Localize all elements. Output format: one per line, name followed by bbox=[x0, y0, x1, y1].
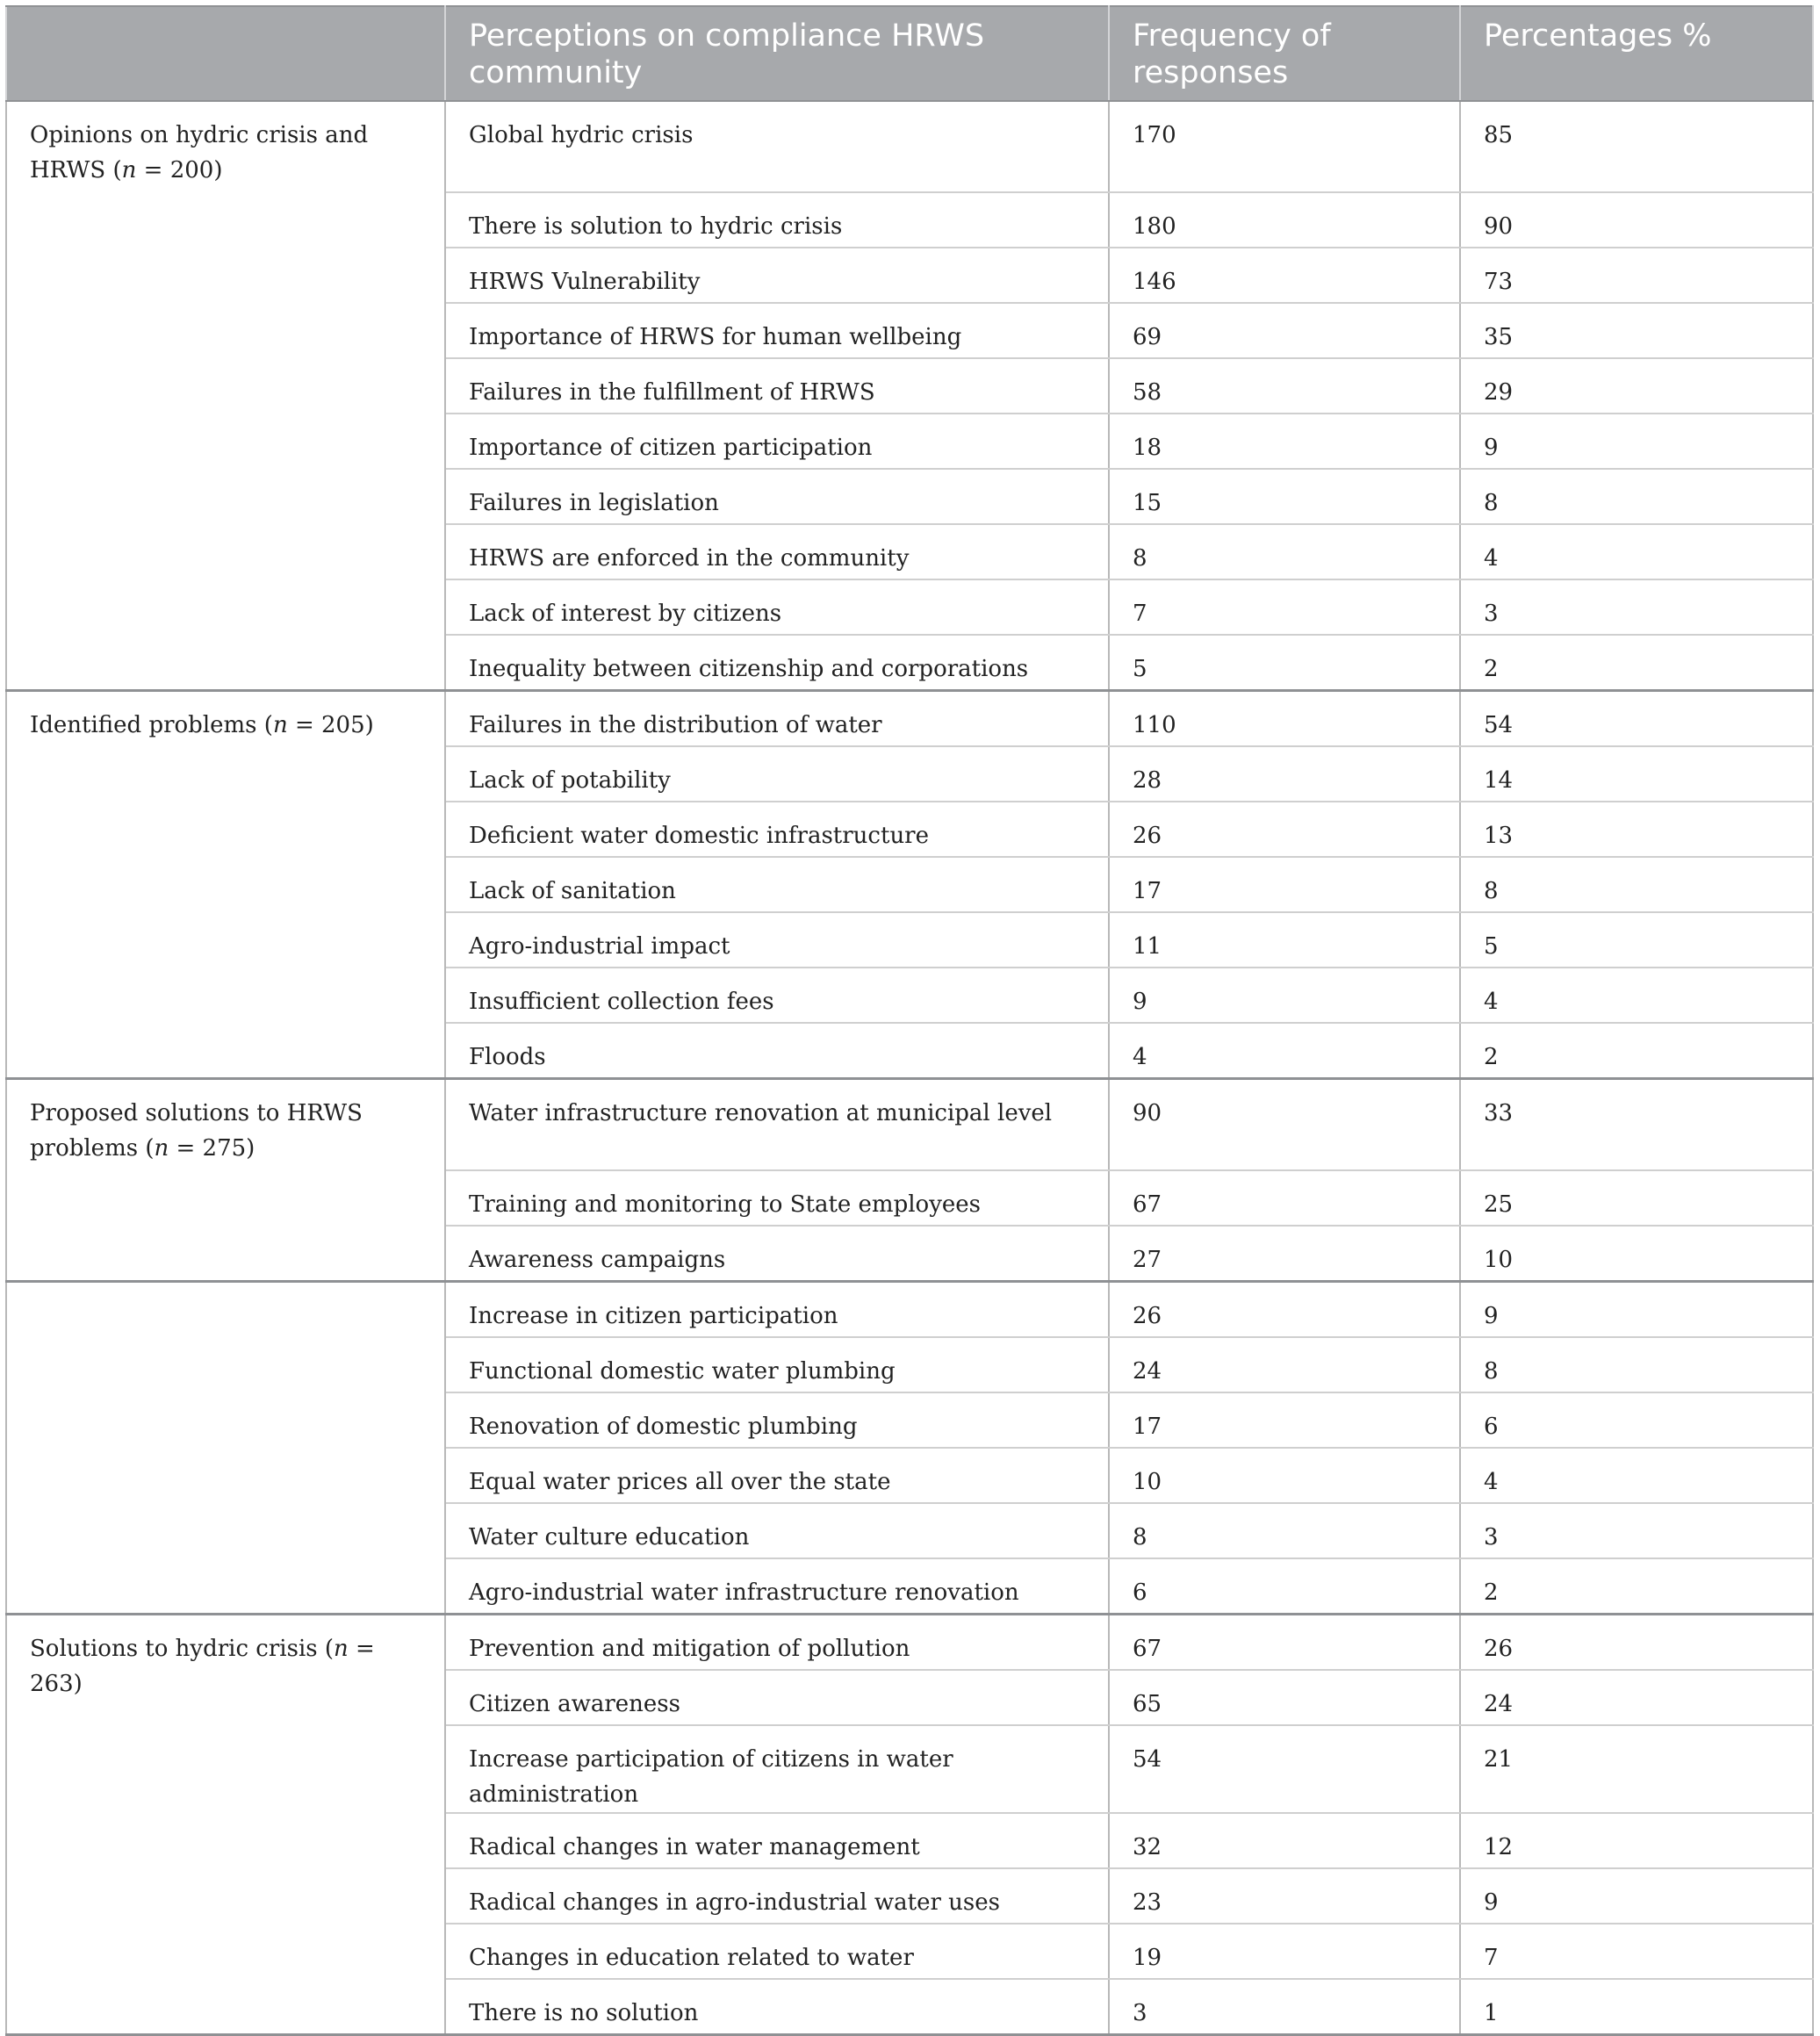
table-row bbox=[6, 1079, 1813, 1171]
header-perceptions: Perceptions on compliance HRWS community bbox=[445, 6, 1109, 101]
header-category bbox=[6, 6, 445, 101]
group-label bbox=[6, 1615, 445, 2035]
frequency-value: 67 bbox=[1109, 1615, 1460, 1671]
frequency-value: 26 bbox=[1109, 1282, 1460, 1338]
perception-item: Renovation of domestic plumbing bbox=[445, 1392, 1109, 1448]
percentage-value: 85 bbox=[1460, 101, 1813, 192]
percentage-value: 25 bbox=[1460, 1170, 1813, 1226]
frequency-value: 3 bbox=[1109, 1979, 1460, 2035]
group-label-text: Proposed solutions to HRWS problems ( bbox=[30, 1100, 363, 1162]
percentage-value: 8 bbox=[1460, 857, 1813, 912]
group-n-symbol: n bbox=[272, 712, 288, 738]
group-n-value: = 275) bbox=[169, 1135, 255, 1162]
frequency-value: 146 bbox=[1109, 248, 1460, 303]
frequency-value: 18 bbox=[1109, 414, 1460, 469]
group-label bbox=[6, 1282, 445, 1615]
perception-item: Awareness campaigns bbox=[445, 1226, 1109, 1282]
percentage-value: 8 bbox=[1460, 469, 1813, 524]
frequency-value: 67 bbox=[1109, 1170, 1460, 1226]
group-n-value: = 200) bbox=[136, 157, 223, 183]
percentage-value: 3 bbox=[1460, 1503, 1813, 1558]
frequency-value: 69 bbox=[1109, 303, 1460, 358]
perception-item: Training and monitoring to State employees bbox=[445, 1170, 1109, 1226]
percentage-value: 9 bbox=[1460, 1282, 1813, 1338]
percentage-value: 29 bbox=[1460, 358, 1813, 414]
perception-item: Deficient water domestic infrastructure bbox=[445, 802, 1109, 857]
frequency-value: 17 bbox=[1109, 857, 1460, 912]
perception-item: Global hydric crisis bbox=[445, 101, 1109, 192]
percentage-value: 5 bbox=[1460, 912, 1813, 968]
frequency-value: 6 bbox=[1109, 1558, 1460, 1615]
group-n-value: = 263) bbox=[30, 1636, 375, 1697]
perception-item: Lack of potability bbox=[445, 746, 1109, 802]
percentage-value: 33 bbox=[1460, 1079, 1813, 1171]
percentage-value: 8 bbox=[1460, 1337, 1813, 1392]
group-n-value: = 205) bbox=[287, 712, 374, 738]
group-label bbox=[6, 691, 445, 1079]
perception-item: Increase in citizen participation bbox=[445, 1282, 1109, 1338]
table-row bbox=[6, 101, 1813, 192]
frequency-value: 17 bbox=[1109, 1392, 1460, 1448]
frequency-value: 10 bbox=[1109, 1448, 1460, 1503]
perception-item: Water culture education bbox=[445, 1503, 1109, 1558]
perception-item: HRWS are enforced in the community bbox=[445, 524, 1109, 579]
percentage-value: 3 bbox=[1460, 579, 1813, 635]
perception-item: Agro-industrial impact bbox=[445, 912, 1109, 968]
percentage-value: 54 bbox=[1460, 691, 1813, 747]
table-row bbox=[6, 1615, 1813, 1671]
percentage-value: 2 bbox=[1460, 635, 1813, 691]
perception-item: Inequality between citizenship and corporations bbox=[445, 635, 1109, 691]
frequency-value: 54 bbox=[1109, 1725, 1460, 1813]
group-label bbox=[6, 101, 445, 691]
frequency-value: 7 bbox=[1109, 579, 1460, 635]
percentage-value: 4 bbox=[1460, 968, 1813, 1023]
frequency-value: 28 bbox=[1109, 746, 1460, 802]
frequency-value: 32 bbox=[1109, 1813, 1460, 1868]
percentage-value: 90 bbox=[1460, 192, 1813, 248]
perception-item: Prevention and mitigation of pollution bbox=[445, 1615, 1109, 1671]
frequency-value: 180 bbox=[1109, 192, 1460, 248]
perception-item: HRWS Vulnerability bbox=[445, 248, 1109, 303]
perception-item: There is no solution bbox=[445, 1979, 1109, 2035]
frequency-value: 8 bbox=[1109, 524, 1460, 579]
percentage-value: 13 bbox=[1460, 802, 1813, 857]
percentage-value: 14 bbox=[1460, 746, 1813, 802]
frequency-value: 23 bbox=[1109, 1868, 1460, 1924]
frequency-value: 4 bbox=[1109, 1023, 1460, 1079]
group-label-text: Solutions to hydric crisis ( bbox=[30, 1636, 335, 1662]
frequency-value: 65 bbox=[1109, 1670, 1460, 1725]
frequency-value: 27 bbox=[1109, 1226, 1460, 1282]
perception-item: Failures in the fulfillment of HRWS bbox=[445, 358, 1109, 414]
percentage-value: 9 bbox=[1460, 1868, 1813, 1924]
percentage-value: 10 bbox=[1460, 1226, 1813, 1282]
header-frequency: Frequency of responses bbox=[1109, 6, 1460, 101]
percentage-value: 1 bbox=[1460, 1979, 1813, 2035]
percentage-value: 24 bbox=[1460, 1670, 1813, 1725]
frequency-value: 11 bbox=[1109, 912, 1460, 968]
perception-item: Insufficient collection fees bbox=[445, 968, 1109, 1023]
percentage-value: 4 bbox=[1460, 1448, 1813, 1503]
group-label-text: Opinions on hydric crisis and HRWS ( bbox=[30, 122, 369, 183]
percentage-value: 35 bbox=[1460, 303, 1813, 358]
frequency-value: 19 bbox=[1109, 1924, 1460, 1979]
perception-item: Equal water prices all over the state bbox=[445, 1448, 1109, 1503]
frequency-value: 5 bbox=[1109, 635, 1460, 691]
frequency-value: 9 bbox=[1109, 968, 1460, 1023]
frequency-value: 24 bbox=[1109, 1337, 1460, 1392]
frequency-value: 15 bbox=[1109, 469, 1460, 524]
perception-item: Agro-industrial water infrastructure renovation bbox=[445, 1558, 1109, 1615]
perception-item: Functional domestic water plumbing bbox=[445, 1337, 1109, 1392]
percentage-value: 26 bbox=[1460, 1615, 1813, 1671]
percentage-value: 7 bbox=[1460, 1924, 1813, 1979]
perception-item: Changes in education related to water bbox=[445, 1924, 1109, 1979]
group-label bbox=[6, 1079, 445, 1282]
perception-item: Increase participation of citizens in water administration bbox=[445, 1725, 1109, 1813]
perception-item: Lack of interest by citizens bbox=[445, 579, 1109, 635]
group-n-symbol: n bbox=[154, 1135, 169, 1162]
perceptions-table bbox=[5, 5, 1814, 2036]
perception-item: Citizen awareness bbox=[445, 1670, 1109, 1725]
frequency-value: 90 bbox=[1109, 1079, 1460, 1171]
perception-item: Floods bbox=[445, 1023, 1109, 1079]
header-percentages: Percentages % bbox=[1460, 6, 1813, 101]
percentage-value: 2 bbox=[1460, 1023, 1813, 1079]
perception-item: Water infrastructure renovation at municipal level bbox=[445, 1079, 1109, 1171]
percentage-value: 73 bbox=[1460, 248, 1813, 303]
group-n-symbol: n bbox=[334, 1636, 349, 1662]
frequency-value: 26 bbox=[1109, 802, 1460, 857]
perception-item: Lack of sanitation bbox=[445, 857, 1109, 912]
percentage-value: 4 bbox=[1460, 524, 1813, 579]
table-header-row bbox=[6, 6, 1813, 101]
perception-item: There is solution to hydric crisis bbox=[445, 192, 1109, 248]
table-row bbox=[6, 1282, 1813, 1338]
perception-item: Importance of HRWS for human wellbeing bbox=[445, 303, 1109, 358]
frequency-value: 170 bbox=[1109, 101, 1460, 192]
frequency-value: 58 bbox=[1109, 358, 1460, 414]
perception-item: Radical changes in water management bbox=[445, 1813, 1109, 1868]
perception-item: Radical changes in agro-industrial water uses bbox=[445, 1868, 1109, 1924]
perception-item: Failures in legislation bbox=[445, 469, 1109, 524]
table-row bbox=[6, 691, 1813, 747]
percentage-value: 12 bbox=[1460, 1813, 1813, 1868]
frequency-value: 8 bbox=[1109, 1503, 1460, 1558]
percentage-value: 6 bbox=[1460, 1392, 1813, 1448]
percentage-value: 9 bbox=[1460, 414, 1813, 469]
percentage-value: 21 bbox=[1460, 1725, 1813, 1813]
group-n-symbol: n bbox=[121, 157, 137, 183]
percentage-value: 2 bbox=[1460, 1558, 1813, 1615]
frequency-value: 110 bbox=[1109, 691, 1460, 747]
perception-item: Importance of citizen participation bbox=[445, 414, 1109, 469]
group-label-text: Identified problems ( bbox=[30, 712, 273, 738]
perception-item: Failures in the distribution of water bbox=[445, 691, 1109, 747]
